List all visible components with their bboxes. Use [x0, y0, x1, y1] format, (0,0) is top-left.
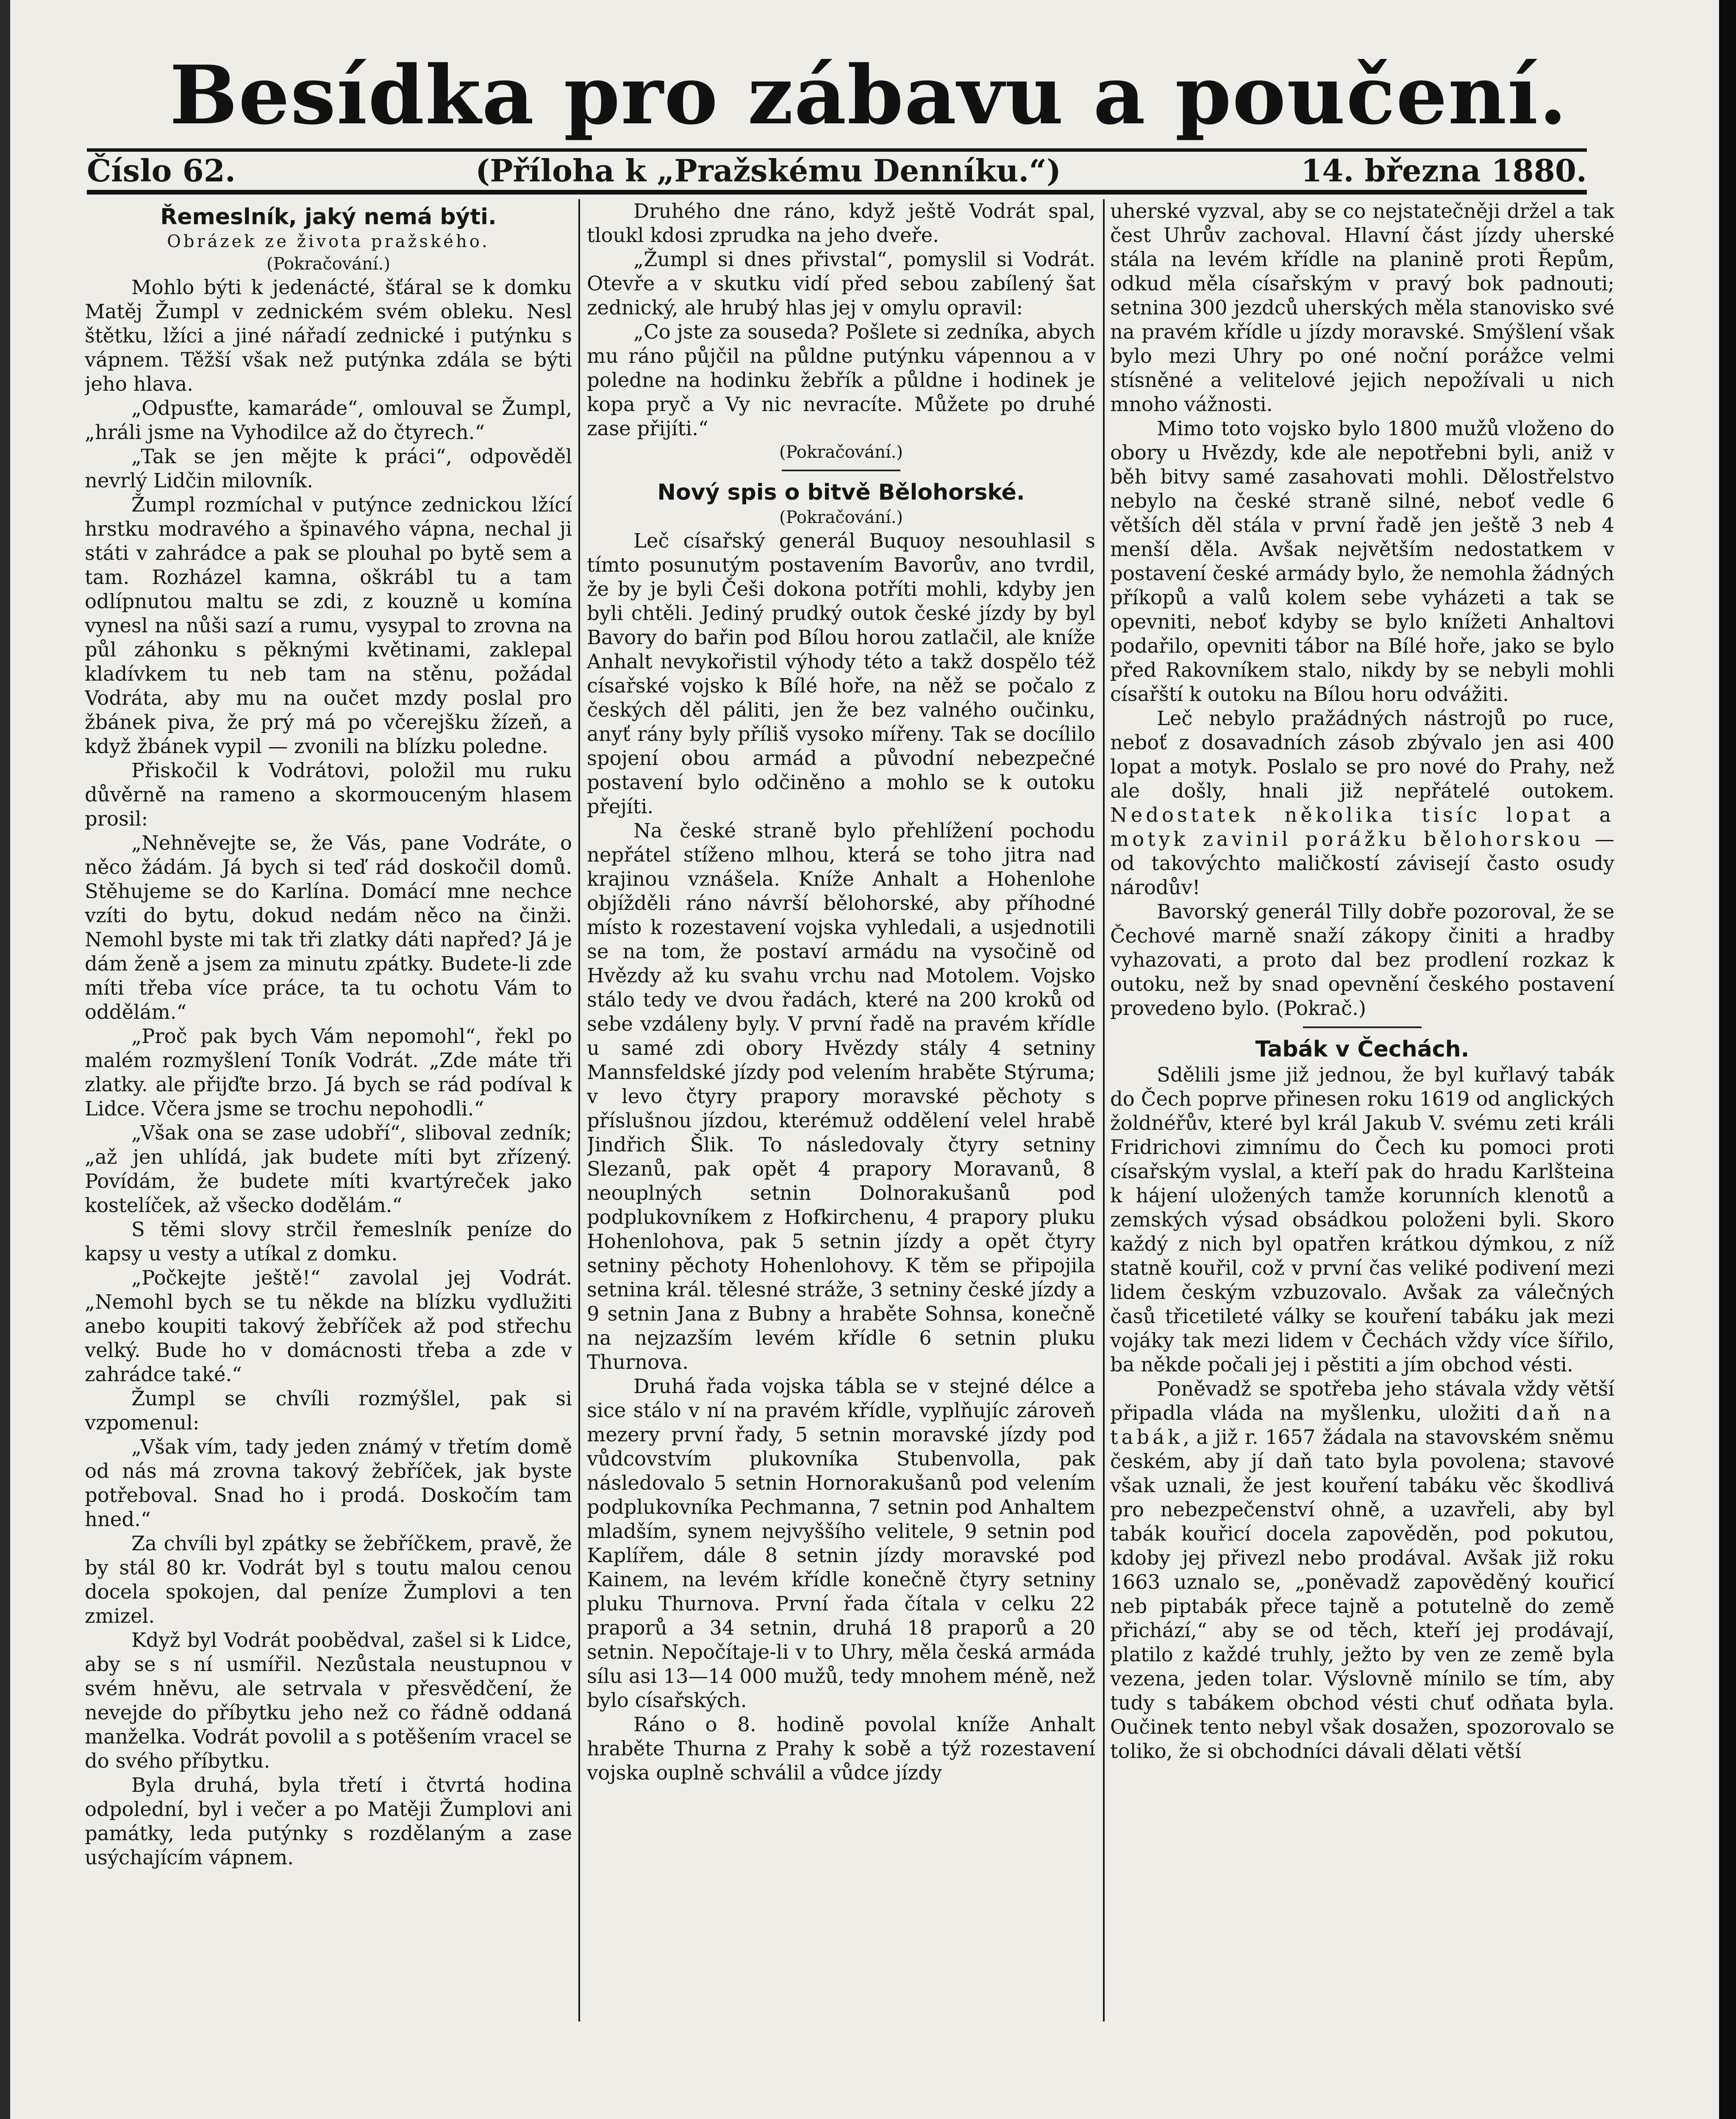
- paragraph: Byla druhá, byla třetí i čtvrtá hodina odpolední, byl i večer a po Matěji Žumplovi ani památky, leda putýnky s rozdělaným a zase usýchajícím vápnem.: [85, 1774, 572, 1869]
- continuation-note: (Pokračování.): [779, 508, 903, 527]
- paragraph: Druhá řada vojska tábla se v stejné délce a sice stálo v ní na pravém křídle, vyplňujíc zároveň mezery první řady, 5 setnin moravské jízdy pod vůdcovstvím plukovníka Stubenvolla, pak následovalo 5 setnin Hornorakušanů pod velením podplukovníka Pechmanna, 7 setnin pod Anhaltem mladším, synem nejvyššího velitele, 9 setnin pod Kaplířem, dále 8 setnin jízdy moravské pod Kainem, na levém křídle konečně čtyry setniny pluku Thurnova. První řada čítala v celku 22 praporů a 34 setnin, druhá 18 praporů a 20 setnin. Nepočítaje-li v to Uhry, měla česká armáda sílu asi 13—14 000 mužů, tedy mnohem méně, než bylo císařských.: [587, 1375, 1095, 1712]
- paragraph: Na české straně bylo přehlížení pochodu nepřátel stíženo mlhou, která se toho jitra nad krajinou vznášela. Kníže Anhalt a Hohenlohe objížděli ráno návrší bělohorské, aby příhodné místo k rozestavení vojska vyhledali, a usjednotili se na tom, že postaví armádu na vysočině od Hvězdy až ku svahu vrchu nad Motolem. Vojsko stálo tedy ve dvou řadách, které na 200 kroků od sebe vzdáleny byly. V první řadě na pravém křídle u samé zdi obory Hvězdy stály 4 setniny Mannsfeldské jízdy pod velením hraběte Stýruma; v levo čtyry prapory moravské pěchoty s příslušnou jízdou, kterémuž oddělení velel hrabě Jindřich Šlik. To následovaly čtyry setniny Slezanů, pak opět 4 prapory Moravanů, 8 neouplných setnin Dolnorakušanů pod podplukovníkem z Hofkirchenu, 4 prapory pluku Hohenlohova, pak 5 setnin jízdy a opět čtyry setniny pěchoty Hohenlohovy. K těm se připojila setnina král. tělesné stráže, 3 setniny české jízdy a 9 setnin Jana z Bubny a hraběte Sohnsa, konečně na nejzazším levém křídle 6 setnin pluku Thurnova.: [587, 819, 1095, 1374]
- article-heading: Tabák v Čechách.: [1255, 1037, 1469, 1062]
- newspaper-title: Besídka pro zábavu a poučení.: [169, 48, 1568, 142]
- paragraph: [1110, 706, 1614, 900]
- paragraph: Když byl Vodrát poobědval, zašel si k Lidce, aby se s ní usmířil. Nezůstala neustupnou v svém hněvu, ale setrvala v přesvědčení, že nevejde do příbytku jeho než co řádně oddaná manželka. Vodrát povolil a s potěšením vracel se do svého příbytku.: [85, 1629, 572, 1772]
- paragraph: Mohlo býti k jedenácté, šťáral se k domku Matěj Žumpl v zednickém svém obleku. Nesl štětku, lžíci a jiné nářadí zednické i putýnku s vápnem. Těžší však než putýnka zdála se býti jeho hlava.: [85, 276, 572, 395]
- paragraph: „Však vím, tady jeden známý v třetím domě od nás má zrovna takový žebříček, jak byste potřeboval. Snad ho i prodá. Doskočím tam hned.“: [85, 1435, 572, 1531]
- paragraph: „Žumpl si dnes přivstal“, pomyslil si Vodrát. Otevře a v skutku vidí před sebou zabílený šat zednický, ale hrubý hlas jej v omylu opravil:: [587, 248, 1095, 319]
- issue-date: 14. března 1880.: [1301, 153, 1587, 189]
- masthead: [76, 47, 1661, 148]
- column-divider: [1103, 199, 1105, 2022]
- text-run: , a již r. 1657 žádala na stavovském sněmu českém, aby jí daň tato byla povolena; stavové však uznali, že jest kouření tabáku věc škodlivá pro nebezpečenství ohně, a uzavřeli, aby byl tabák kouřicí docela zapověděn, pod pokutou, kdoby jej přivezl nebo prodával. Avšak již roku 1663 uznalo se, „poněvadž zapověděný kouřicí neb piptabák přece tajně a potutelně do země přichází,“ aby se od těch, kteří jej prodávají, platilo z každé truhly, ježto by ven ze země byla vezena, jeden tolar. Výslovně mínilo se tím, aby tudy s tabákem obchod vésti chuť odňata byla. Oučinek tento nebyl však dosažen, spozorovalo se toliko, že si obchodníci dávali dělati větší: [1110, 1426, 1614, 1763]
- paragraph: Mimo toto vojsko bylo 1800 mužů vloženo do obory u Hvězdy, kde ale nepotřebni byli, aniž v běh bitvy samé zasahovati mohli. Dělostřelstvo nebylo na české straně silné, neboť vedle 6 větších děl stála v první řadě jen ještě 3 neb 4 menší děla. Avšak největším nedostatkem v postavení české armády bylo, že nemohla žádných příkopů a valů kolem sebe vyházeti a tak se opevniti, neboť kdyby se bylo knížeti Anhaltovi podařilo, opevniti tábor na Bílé hoře, jako se bylo před Rakovníkem stalo, nikdy by se nebyli mohli císařští k outoku na Bílou horu odvážiti.: [1110, 417, 1614, 706]
- article-subheading: Obrázek ze života pražského.: [167, 232, 490, 251]
- paragraph: „Odpusťte, kamaráde“, omlouval se Žumpl, „hráli jsme na Vyhodilce až do čtyrech.“: [85, 397, 572, 444]
- supplement-note: (Příloha k „Pražskému Denníku.“): [475, 153, 1061, 189]
- spaced-emphasis: daň na tabák: [1110, 1402, 1614, 1449]
- paragraph: Leč císařský generál Buquoy nesouhlasil s tímto posunutým postavením Bavorův, ano tvrdil, že by je byli Češi dokona potříti mohli, kdyby jen byli chtěli. Jediný prudký outok české jízdy by byl Bavory do bařin pod Bílou horou zatlačil, ale kníže Anhalt nevykořistil výhody této a takž dospělo též císařské vojsko k Bílé hoře, na něž se počalo z českých děl páliti, jen že bez valného oučinku, anyť rány byly příliš vysoko mířeny. Tak se docílilo spojení obou armád a původní nebezpečné postavení bylo odčiněno a mohlo se k outoku přejíti.: [587, 529, 1095, 818]
- continuation-note: (Pokračování.): [267, 254, 390, 274]
- paragraph: Bavorský generál Tilly dobře pozoroval, že se Čechové marně snaží zákopy činiti a hradby vyhazovati, a proto dal bez prodlení rozkaz k outoku, než by snad opevnění českého postavení provedeno bylo. (Pokrač.): [1110, 900, 1614, 1020]
- issue-line: [87, 148, 1587, 194]
- scan-edge-right: [1719, 0, 1736, 2119]
- section-separator: [1303, 1026, 1422, 1028]
- paragraph: Ráno o 8. hodině povolal kníže Anhalt hraběte Thurna z Prahy k sobě a týž rozestavení vojska ouplně schválil a vůdce jízdy: [587, 1713, 1095, 1784]
- column-1: [85, 199, 572, 2064]
- issue-number: Číslo 62.: [87, 153, 236, 189]
- paragraph: „Počkejte ještě!“ zavolal jej Vodrát. „Nemohl bych se tu někde na blízku vydlužiti anebo koupiti takový žebříček až pod střechu velký. Bude ho v domácnosti třeba a zde v zahrádce také.“: [85, 1266, 572, 1386]
- column-divider: [578, 199, 580, 2022]
- text-run: — od takovýchto maličkostí závisejí často osudy národův!: [1110, 828, 1614, 899]
- article-heading: Nový spis o bitvě Bělohorské.: [657, 480, 1025, 505]
- paragraph: „Co jste za souseda? Pošlete si zedníka, abych mu ráno půjčil na půldne putýnku vápennou a v poledne na hodinku žebřík a půldne i hodinek je kopa pryč a Vy nic nevracíte. Můžete po druhé zase přijíti.“: [587, 320, 1095, 440]
- paragraph: „Však ona se zase udobří“, sliboval zedník; „až jen uhlídá, jak budete míti byt zřízený. Povídám, že budete míti kvartýreček jako kostelíček, až všecko dodělám.“: [85, 1121, 572, 1217]
- paragraph: Žumpl rozmíchal v putýnce zednickou lžící hrstku modravého a špinavého vápna, nechal ji státi v zahrádce a pak se plouhal po bytě sem a tam. Rozházel kamna, oškrábl tu a tam odlípnutou maltu se zdi, z kouzně u komína vynesl na nůši sazí a rumu, vysypal to zrovna na půl záhonku s pěknými květinami, zaklepal kladívkem tu neb tam na stěnu, požádal Vodráta, aby mu na oučet mzdy poslal pro žbánek piva, že prý má po včerejšku žízeň, a když žbánek vypil — zvonili na blízku poledne.: [85, 493, 572, 758]
- paragraph: S těmi slovy strčil řemeslník peníze do kapsy u vesty a utíkal z domku.: [85, 1218, 572, 1265]
- paragraph: Přiskočil k Vodrátovi, položil mu ruku důvěrně na rameno a skormouceným hlasem prosil:: [85, 759, 572, 830]
- paragraph: Druhého dne ráno, když ještě Vodrát spal, tloukl kdosi zprudka na jeho dveře.: [587, 200, 1095, 247]
- continuation-note: (Pokračování.): [779, 442, 903, 462]
- spaced-emphasis: Nedostatek několika tisíc lopat a motyk zavinil porážku bělohorskou: [1110, 804, 1614, 851]
- paragraph: Za chvíli byl zpátky se žebříčkem, pravě, že by stál 80 kr. Vodrát byl s toutu malou cenou docela spokojen, dal peníze Žumplovi a ten zmizel.: [85, 1532, 572, 1627]
- paragraph: [1110, 1377, 1614, 1763]
- section-separator: [782, 470, 900, 471]
- article-heading: Řemeslník, jaký nemá býti.: [160, 204, 497, 230]
- paragraph: „Nehněvejte se, že Vás, pane Vodráte, o něco žádám. Já bych si teď rád doskočil domů. Stěhujeme se do Karlína. Domácí mne nechce vzíti do bytu, dokud nedám něco na činži. Nemohl byste mi tak tři zlatky dáti napřed? Já je dám ženě a jsem za minutu zpátky. Budete-li zde míti třeba více práce, ta tu ochotu Vám to oddělám.“: [85, 831, 572, 1023]
- header-rule: [87, 193, 1587, 195]
- text-run: Leč nebylo pražádných nástrojů po ruce, neboť z dosavadních zásob zbývalo jen asi 400 lopat a motyk. Poslalo se pro nové do Prahy, než ale došly, hnali již nepřátelé outokem.: [1110, 707, 1614, 802]
- paragraph: uherské vyzval, aby se co nejstatečněji držel a tak čest Uhrův zachoval. Hlavní část jízdy uherské stála na levém křídle na planině proti Řepům, odkud měla císařským v pravý bok padnouti; setnina 300 jezdců uherských měla stanovisko své na pravém křídle u jízdy moravské. Smýšlení však bylo mezi Uhry po oné noční porážce velmi stísněné a velitelové jejich nepožívali u nich mnoho vážnosti.: [1110, 200, 1614, 416]
- paragraph: „Tak se jen mějte k práci“, odpověděl nevrlý Lidčin milovník.: [85, 445, 572, 492]
- text-run: Poněvadž se spotřeba jeho stávala vždy větší připadla vláda na myšlenku, uložiti: [1110, 1377, 1614, 1424]
- scan-edge-left: [0, 0, 10, 2119]
- column-3: [1110, 199, 1614, 2064]
- column-2: [587, 199, 1095, 2064]
- paragraph: Žumpl se chvíli rozmýšlel, pak si vzpomenul:: [85, 1387, 572, 1434]
- paragraph: Sdělili jsme již jednou, že byl kuřlavý tabák do Čech poprve přinesen roku 1619 od anglických žoldnéřův, které byl král Jakub V. svému zeti králi Fridrichovi zimnímu do Čech ku pomoci proti císařským vyslal, a kteří pak do hradu Karlšteina k hájení uložených tamže korunních klenotů a zemských výsad obsádkou položeni byli. Skoro každý z nich byl opatřen krátkou dýmkou, z níž statně kouřil, což v první čas veliké podivení mezi lidem českým vzbuzovalo. Avšak za válečných časů třicetileté války se kouření tabáku jak mezi vojáky tak mezi lidem v Čechách vždy více šířilo, ba někde počali jej i pěstiti a jím obchod vésti.: [1110, 1063, 1614, 1376]
- paragraph: „Proč pak bych Vám nepomohl“, řekl po malém rozmyšlení Toník Vodrát. „Zde máte tři zlatky. ale přijďte brzo. Já bych se rád podíval k Lidce. Včera jsme se trochu nepohodli.“: [85, 1025, 572, 1120]
